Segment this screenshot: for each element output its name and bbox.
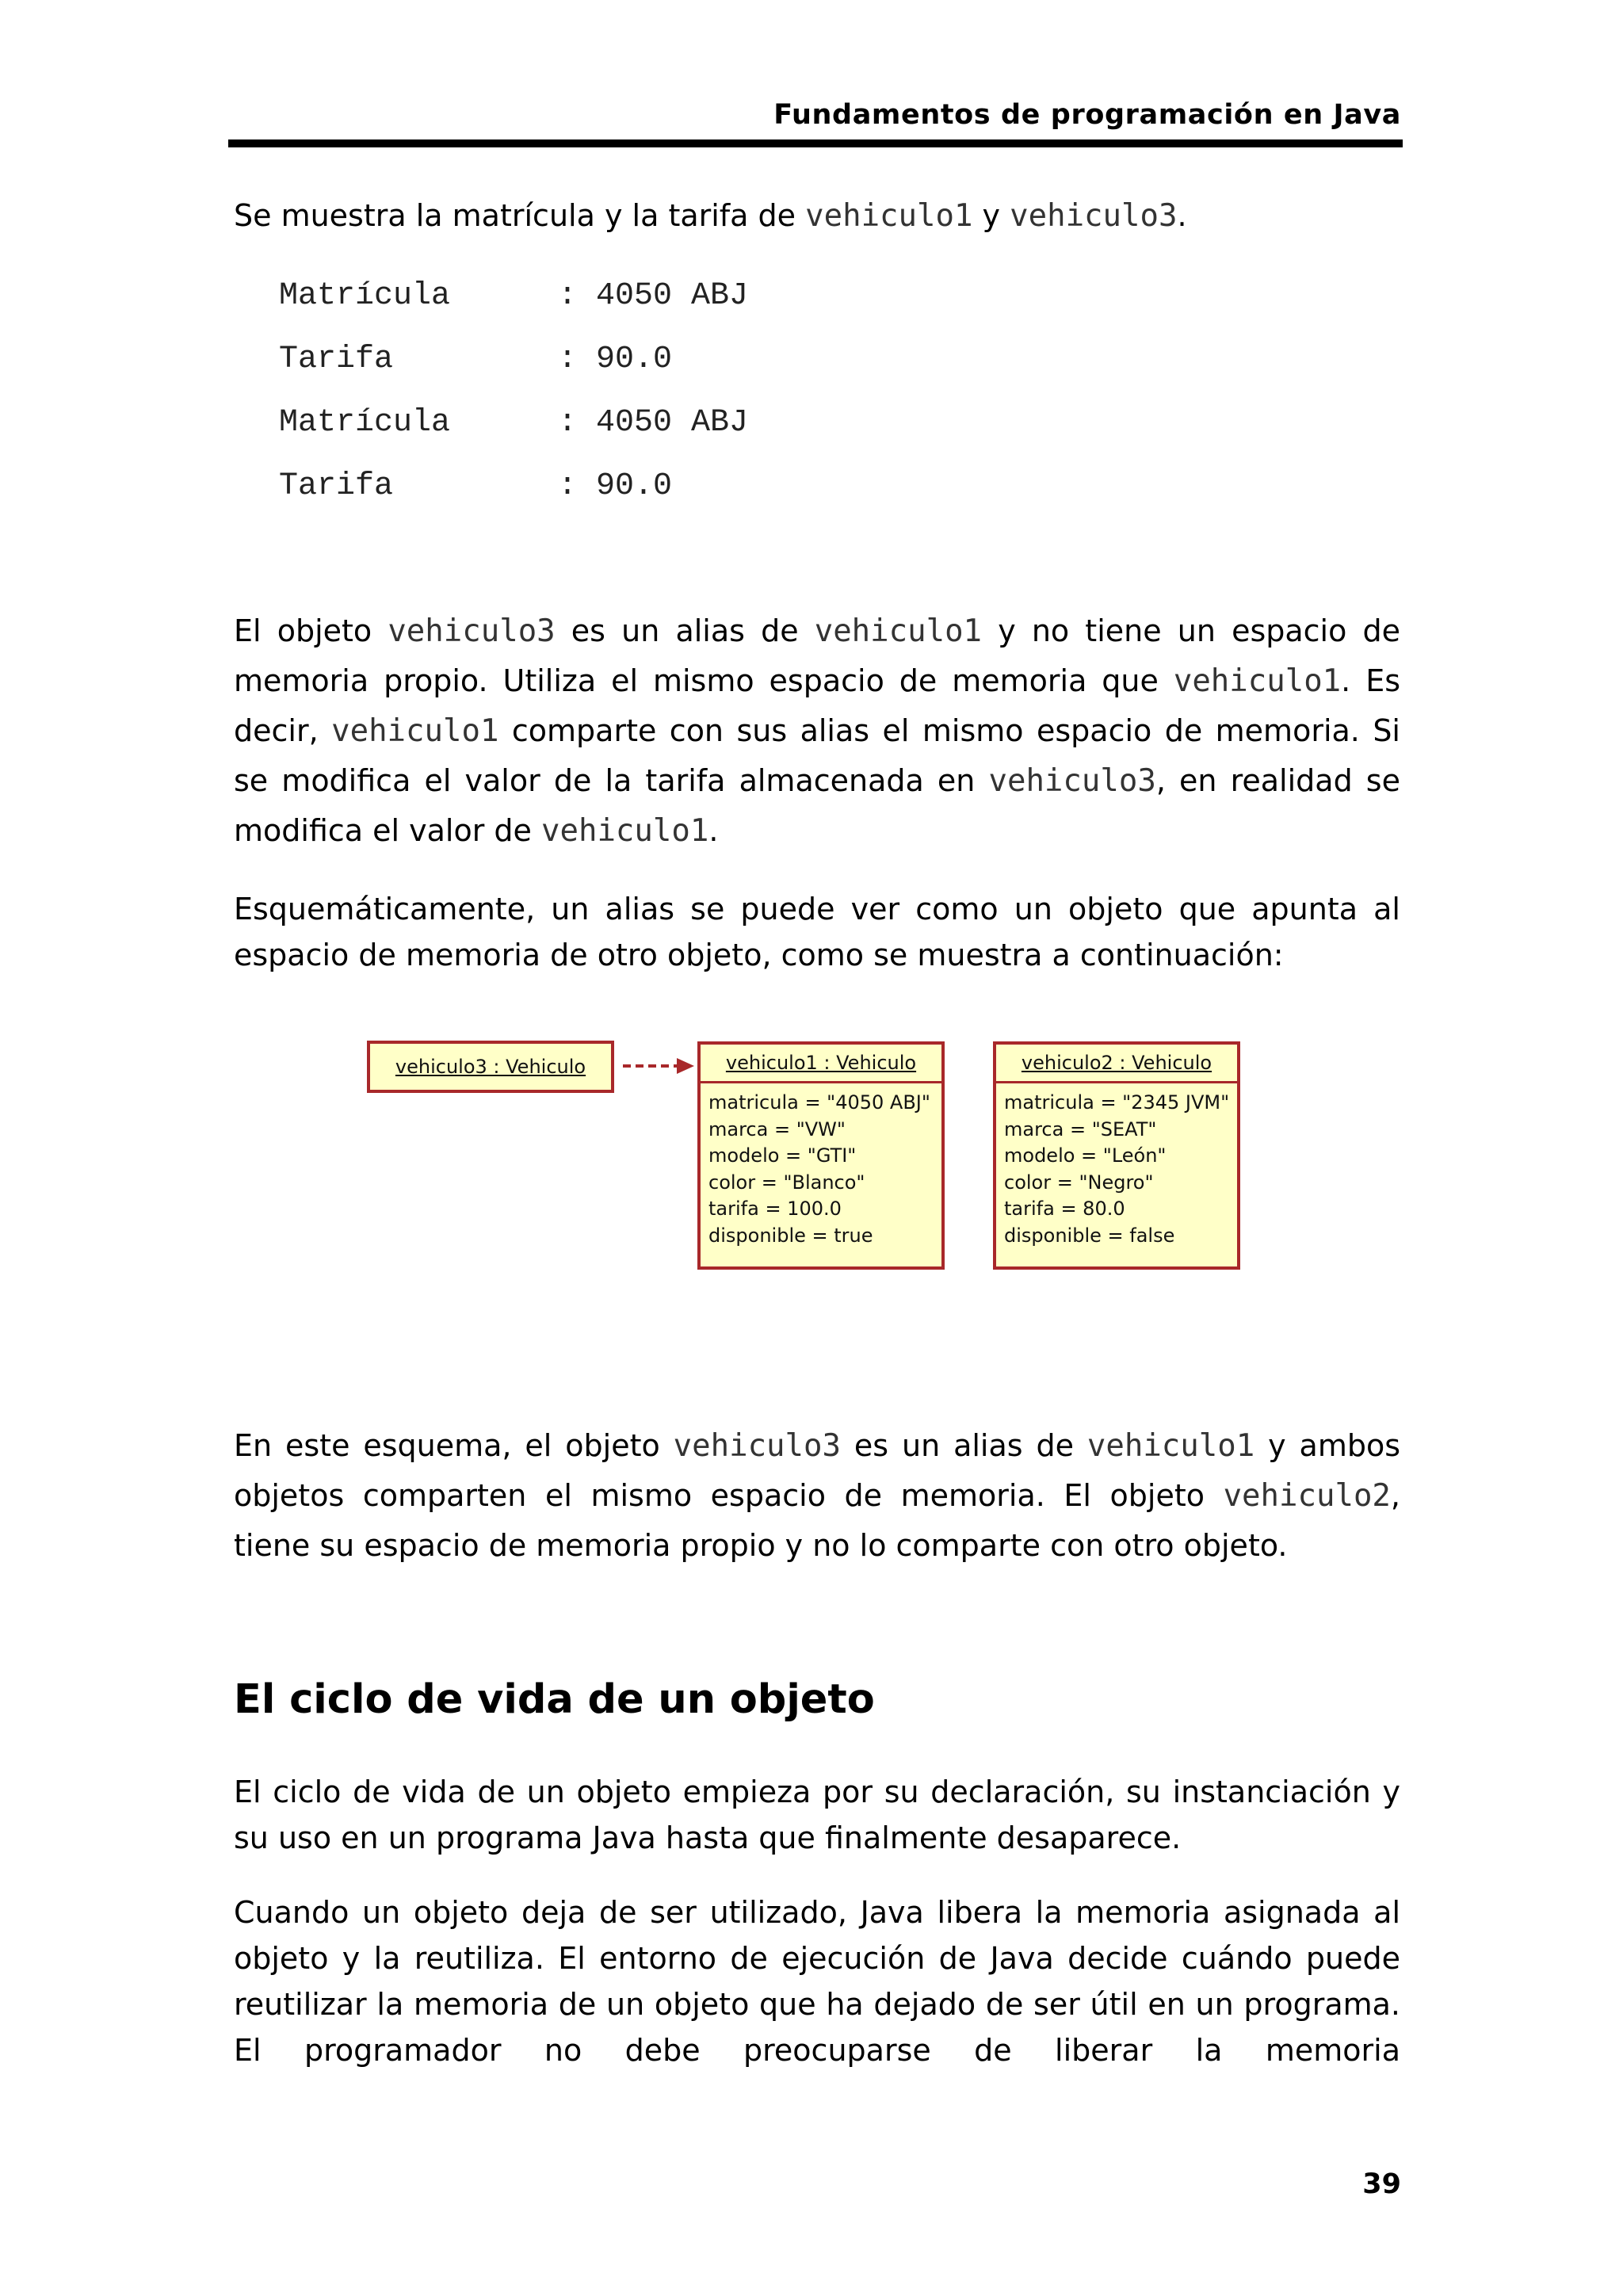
- attribute: marca = "VW": [708, 1117, 846, 1140]
- attribute: color = "Blanco": [708, 1171, 865, 1194]
- object-box-vehiculo2: [993, 1041, 1240, 1270]
- attribute-list: [996, 1081, 1237, 1249]
- attribute: disponible = true: [708, 1224, 873, 1247]
- reference-arrow: [621, 1055, 697, 1077]
- attribute: marca = "SEAT": [1004, 1117, 1157, 1140]
- code-inline: vehiculo3: [988, 763, 1156, 799]
- lifecycle-paragraph-2: Cuando un objeto deja de ser utilizado, Java libera la memoria asignada al objeto y la reutiliza. El entorno de ejecución de Java decide cuándo puede reutilizar la memoria de un objeto que ha dejado de ser útil en un programa. El programador no debe preocuparse de liberar la memoria: [234, 1895, 1400, 2068]
- intro-paragraph: Se muestra la matrícula y la tarifa de vehiculo1 y vehiculo3.: [234, 198, 1187, 234]
- attribute: matricula = "2345 JVM": [1004, 1091, 1230, 1114]
- code-inline: vehiculo1: [1086, 1428, 1255, 1464]
- code-inline: vehiculo2: [1223, 1478, 1391, 1514]
- attribute: modelo = "GTI": [708, 1144, 857, 1167]
- object-box-vehiculo1: [697, 1041, 945, 1270]
- output-line: Tarifa : 90.0: [279, 468, 673, 504]
- attribute: tarifa = 80.0: [1004, 1198, 1125, 1220]
- code-inline: vehiculo1: [1173, 663, 1342, 699]
- lifecycle-paragraph-1: El ciclo de vida de un objeto empieza por su declaración, su instanciación y su uso en un programa Java hasta que finalmente desaparece.: [234, 1775, 1400, 1855]
- output-line: Matrícula : 4050 ABJ: [279, 278, 749, 314]
- code-inline: vehiculo3: [388, 613, 556, 649]
- code-inline: vehiculo1: [541, 813, 709, 849]
- attribute: tarifa = 100.0: [708, 1198, 842, 1220]
- attribute: disponible = false: [1004, 1224, 1175, 1247]
- code-inline: vehiculo1: [331, 713, 499, 749]
- code-vehiculo1: vehiculo1: [805, 198, 973, 234]
- alias-object-box: [367, 1041, 614, 1093]
- page-number: 39: [1362, 2168, 1401, 2200]
- attribute: modelo = "León": [1004, 1144, 1167, 1167]
- code-vehiculo3: vehiculo3: [1010, 198, 1178, 234]
- running-header: Fundamentos de programación en Java: [773, 99, 1401, 131]
- program-output: [279, 265, 748, 518]
- attribute: color = "Negro": [1004, 1171, 1154, 1194]
- section-heading: El ciclo de vida de un objeto: [234, 1676, 875, 1723]
- object-title: vehiculo1 : Vehiculo: [725, 1052, 917, 1074]
- alias-paragraph: El objeto vehiculo3 es un alias de vehiculo1 y no tiene un espacio de memoria propio. Utiliza el mismo espacio de memoria que vehiculo1. Es decir, vehiculo1 comparte con sus alias el mismo espacio de memoria. Si se modifica el valor de la tarifa almacenada en vehiculo3, en realidad se modifica el valor de vehiculo1.: [234, 613, 1401, 849]
- explanation-paragraph: En este esquema, el objeto vehiculo3 es un alias de vehiculo1 y ambos objetos comparten el mismo espacio de memoria. El objeto vehiculo2, tiene su espacio de memoria propio y no lo comparte con otro objeto.: [234, 1428, 1401, 1563]
- code-inline: vehiculo3: [673, 1428, 841, 1464]
- object-title: vehiculo2 : Vehiculo: [1021, 1052, 1212, 1074]
- schema-paragraph: Esquemáticamente, un alias se puede ver como un objeto que apunta al espacio de memoria de otro objeto, como se muestra a continuación:: [234, 892, 1400, 972]
- header-rule: [228, 139, 1403, 147]
- attribute-list: [701, 1081, 941, 1249]
- attribute: matricula = "4050 ABJ": [708, 1091, 930, 1114]
- output-line: Tarifa : 90.0: [279, 342, 673, 377]
- code-inline: vehiculo1: [814, 613, 983, 649]
- output-line: Matrícula : 4050 ABJ: [279, 405, 749, 441]
- object-title: vehiculo3 : Vehiculo: [395, 1056, 586, 1078]
